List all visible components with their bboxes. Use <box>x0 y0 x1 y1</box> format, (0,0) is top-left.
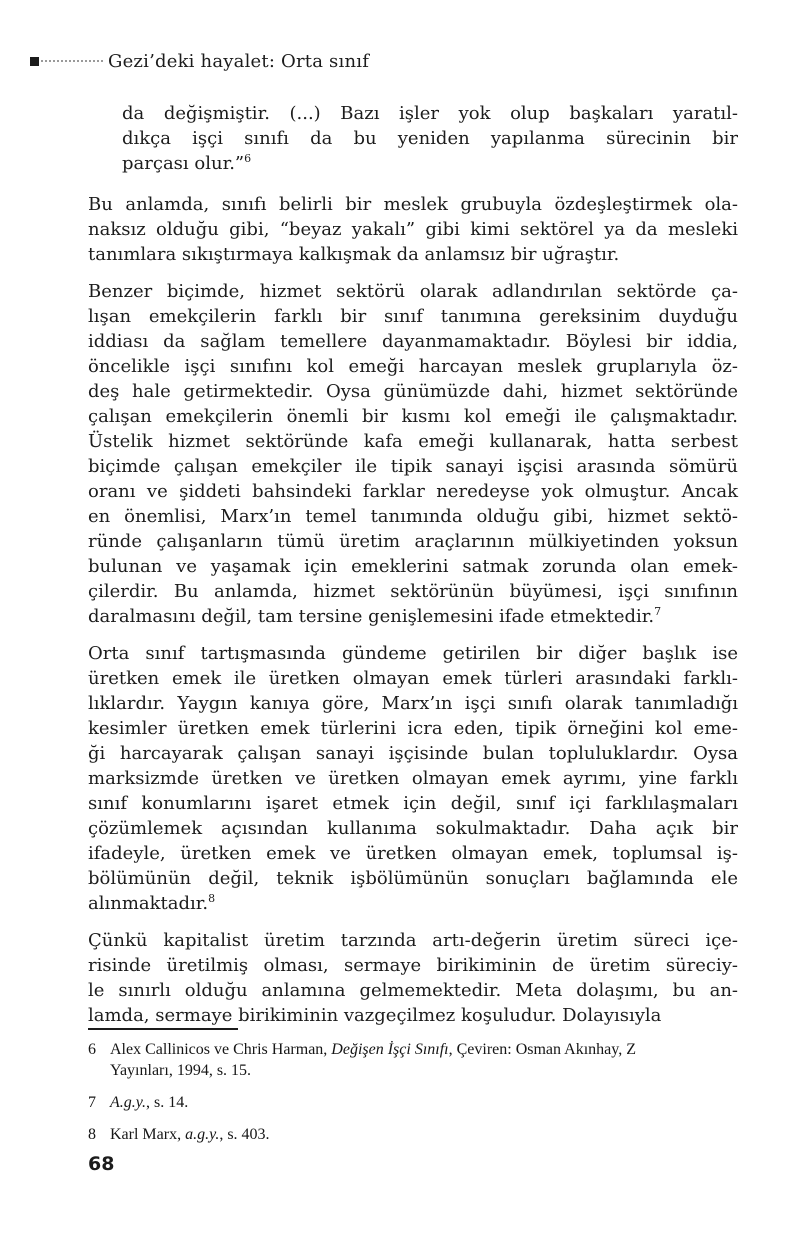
page-number: 68 <box>88 1153 115 1175</box>
footnote-list <box>88 1039 738 1145</box>
footnote-title-italic: A.g.y. <box>110 1094 146 1111</box>
text-line: iddiası da sağlam temellere dayanmamaktadır. Böylesi bir iddia, <box>88 331 738 352</box>
text-line: en önemlisi, Marx’ın temel tanımında olduğu gibi, hizmet sektö- <box>88 506 738 527</box>
footnote-line <box>110 1060 738 1081</box>
text-line: ifadeyle, üretken emek ve üretken olmayan emek, toplumsal iş- <box>88 843 738 864</box>
text-line: ği harcayarak çalışan sanayi işçisinde bulan topluluklardır. Oysa <box>88 743 738 764</box>
text-line: lamda, sermaye birikiminin vazgeçilmez koşuludur. Dolayısıyla <box>88 1005 662 1026</box>
running-header <box>30 50 369 72</box>
square-marker-icon <box>30 57 39 66</box>
text-line: Üstelik hizmet sektöründe kafa emeği kullanarak, hatta serbest <box>88 431 738 452</box>
footnote-segment: Alex Callinicos ve Chris Harman, <box>110 1041 332 1058</box>
paragraph <box>88 928 738 1028</box>
footnote-area <box>88 1028 738 1156</box>
footnote-text <box>110 1092 738 1113</box>
text-line: Bu anlamda, sınıfı belirli bir meslek grubuyla özdeşleştirmek ola- <box>88 194 738 215</box>
text-line: deş hale getirmektedir. Oysa günümüzde dahi, hizmet sektöründe <box>88 381 738 402</box>
body-paragraphs <box>88 192 738 1028</box>
text-line: ründe çalışanların tümü üretim araçlarının mülkiyetinden yoksun <box>88 531 738 552</box>
footnote-ref: 7 <box>654 605 662 618</box>
text-line: le sınırlı olduğu anlamına gelmemektedir. Meta dolaşımı, bu an- <box>88 980 738 1001</box>
footnote-text <box>110 1039 738 1081</box>
footnote-ref: 8 <box>208 892 216 905</box>
text-line: naksız olduğu gibi, “beyaz yakalı” gibi kimi sektörel ya da mesleki <box>88 219 738 240</box>
text-line: oranı ve şiddeti bahsindeki farklar neredeyse yok olmuştur. Ancak <box>88 481 738 502</box>
text-line: üretken emek ile üretken olmayan emek türleri arasındaki farklı- <box>88 668 738 689</box>
text-line: daralmasını değil, tam tersine genişlemesini ifade etmektedir.$^7$ <box>88 605 662 627</box>
text-column <box>88 101 738 1028</box>
text-line: biçimde çalışan emekçiler ile tipik sanayi işçisi arasında sömürü <box>88 456 738 477</box>
footnote <box>88 1039 738 1081</box>
text-line: çilerdir. Bu anlamda, hizmet sektörünün büyümesi, işçi sınıfının <box>88 581 738 602</box>
text-line: tanımlara sıkıştırmaya kalkışmak da anlamsız bir uğraştır. <box>88 244 620 265</box>
footnote-segment: Karl Marx, <box>110 1126 186 1143</box>
footnote-separator-rule <box>88 1028 238 1030</box>
footnote-segment: Yayınları, 1994, s. 15. <box>110 1062 252 1079</box>
footnote-segment: , s. 403. <box>219 1126 270 1143</box>
dotted-leader <box>41 60 103 62</box>
text-line: bölümünün değil, teknik işbölümünün sonuçları bağlamında ele <box>88 868 738 889</box>
text-line: parçası olur.”$^6$ <box>122 152 252 174</box>
paragraph <box>88 192 738 267</box>
footnote-ref: 6 <box>244 152 252 165</box>
footnote-text <box>110 1124 738 1145</box>
text-line: marksizmde üretken ve üretken olmayan emek ayrımı, yine farklı <box>88 768 738 789</box>
text-line: Çünkü kapitalist üretim tarzında artı-değerin üretim süreci içe- <box>88 930 738 951</box>
footnote-title-italic: a.g.y. <box>185 1126 220 1143</box>
text-line: kesimler üretken emek türlerini icra eden, tipik örneğini kol eme- <box>88 718 738 739</box>
paragraph <box>88 279 738 629</box>
footnote-line <box>110 1124 738 1145</box>
text-line: da değişmiştir. (...) Bazı işler yok olup başkaları yaratıl- <box>122 103 738 124</box>
text-line: alınmaktadır.$^8$ <box>88 892 216 914</box>
footnote-segment: , s. 14. <box>146 1094 189 1111</box>
text-line: risinde üretilmiş olması, sermaye birikiminin de üretim süreciy- <box>88 955 738 976</box>
text-line: Benzer biçimde, hizmet sektörü olarak adlandırılan sektörde ça- <box>88 281 738 302</box>
text-line: sınıf konumlarını işaret etmek için değil, sınıf içi farklılaşmaları <box>88 793 738 814</box>
text-line: lışan emekçilerin farklı bir sınıf tanımına gereksinim duyduğu <box>88 306 738 327</box>
footnote <box>88 1124 738 1145</box>
text-line: bulunan ve yaşamak için emeklerini satmak zorunda olan emek- <box>88 556 738 577</box>
block-quote <box>122 101 738 176</box>
footnote-line <box>110 1092 738 1113</box>
running-head-title: Gezi’deki hayalet: Orta sınıf <box>108 50 370 72</box>
footnote-number: 6 <box>88 1041 96 1058</box>
paragraph <box>88 641 738 916</box>
text-line: lıklardır. Yaygın kanıya göre, Marx’ın işçi sınıfı olarak tanımladığı <box>88 693 738 714</box>
text-line: çözümlemek açısından kullanıma sokulmaktadır. Daha açık bir <box>88 818 738 839</box>
footnote-segment: , Çeviren: Osman Akınhay, Z <box>448 1041 636 1058</box>
footnote-number: 8 <box>88 1126 96 1143</box>
footnote <box>88 1092 738 1113</box>
text-line: çalışan emekçilerin önemli bir kısmı kol emeği ile çalışmaktadır. <box>88 406 738 427</box>
footnote-line <box>110 1039 738 1060</box>
footnote-title-italic: Değişen İşçi Sınıfı <box>331 1041 449 1058</box>
text-line: Orta sınıf tartışmasında gündeme getirilen bir diğer başlık ise <box>88 643 738 664</box>
footnote-number: 7 <box>88 1094 96 1111</box>
text-line: dıkça işçi sınıfı da bu yeniden yapılanma sürecinin bir <box>122 128 738 149</box>
text-line: öncelikle işçi sınıfını kol emeği harcayan meslek gruplarıyla öz- <box>88 356 738 377</box>
